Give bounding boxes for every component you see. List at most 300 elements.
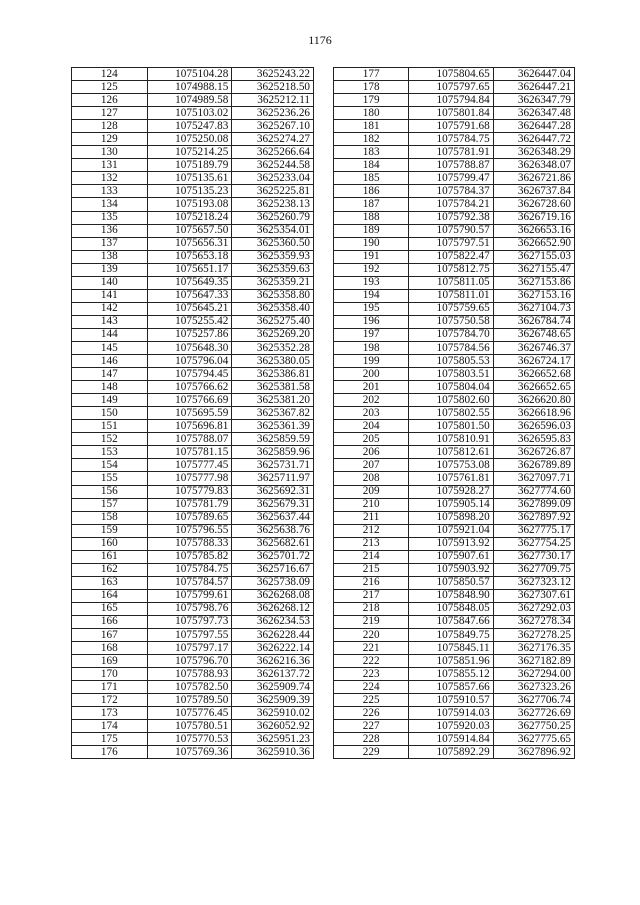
x-coordinate-cell: 1075651.17 [147, 263, 232, 276]
y-coordinate-cell: 3626726.87 [493, 446, 574, 459]
x-coordinate-cell: 1075696.81 [147, 420, 232, 433]
x-coordinate-cell: 1075790.57 [409, 224, 493, 237]
y-coordinate-cell: 3627097.71 [493, 472, 574, 485]
point-index-cell: 171 [72, 681, 148, 694]
x-coordinate-cell: 1075797.65 [409, 81, 493, 94]
point-index-cell: 212 [334, 524, 409, 537]
table-row [334, 394, 575, 407]
table-row [334, 381, 575, 394]
y-coordinate-cell: 3626447.72 [493, 133, 574, 146]
point-index-cell: 221 [334, 642, 409, 655]
table-row [72, 720, 314, 733]
y-coordinate-cell: 3626447.21 [493, 81, 574, 94]
point-index-cell: 175 [72, 733, 148, 746]
table-row [334, 459, 575, 472]
point-index-cell: 126 [72, 94, 148, 107]
table-row [334, 550, 575, 563]
x-coordinate-cell: 1075804.65 [409, 68, 493, 81]
x-coordinate-cell: 1075796.55 [147, 524, 232, 537]
y-coordinate-cell: 3625275.40 [232, 315, 314, 328]
y-coordinate-cell: 3627323.26 [493, 681, 574, 694]
point-index-cell: 185 [334, 172, 409, 185]
x-coordinate-cell: 1075218.24 [147, 211, 232, 224]
x-coordinate-cell: 1075645.21 [147, 302, 232, 315]
x-coordinate-cell: 1075810.91 [409, 433, 493, 446]
table-row [72, 668, 314, 681]
point-index-cell: 209 [334, 485, 409, 498]
point-index-cell: 150 [72, 407, 148, 420]
point-index-cell: 179 [334, 94, 409, 107]
x-coordinate-cell: 1075805.53 [409, 355, 493, 368]
table-row [334, 315, 575, 328]
x-coordinate-cell: 1075769.36 [147, 746, 232, 759]
table-row [72, 81, 314, 94]
x-coordinate-cell: 1075802.60 [409, 394, 493, 407]
table-row [334, 81, 575, 94]
x-coordinate-cell: 1075784.21 [409, 198, 493, 211]
x-coordinate-cell: 1075799.47 [409, 172, 493, 185]
point-index-cell: 163 [72, 576, 148, 589]
table-row [72, 655, 314, 668]
y-coordinate-cell: 3625233.04 [232, 172, 314, 185]
table-row [334, 341, 575, 354]
table-row [72, 198, 314, 211]
point-index-cell: 215 [334, 563, 409, 576]
x-coordinate-cell: 1075653.18 [147, 250, 232, 263]
y-coordinate-cell: 3625358.40 [232, 302, 314, 315]
x-coordinate-cell: 1075797.51 [409, 237, 493, 250]
y-coordinate-cell: 3627307.61 [493, 589, 574, 602]
y-coordinate-cell: 3625638.76 [232, 524, 314, 537]
y-coordinate-cell: 3626737.84 [493, 185, 574, 198]
y-coordinate-cell: 3625380.05 [232, 355, 314, 368]
table-row [72, 550, 314, 563]
point-index-cell: 190 [334, 237, 409, 250]
y-coordinate-cell: 3626748.65 [493, 328, 574, 341]
y-coordinate-cell: 3625367.82 [232, 407, 314, 420]
x-coordinate-cell: 1075811.05 [409, 276, 493, 289]
table-row [72, 537, 314, 550]
x-coordinate-cell: 1075801.50 [409, 420, 493, 433]
y-coordinate-cell: 3625637.44 [232, 511, 314, 524]
y-coordinate-cell: 3627750.25 [493, 720, 574, 733]
y-coordinate-cell: 3627775.17 [493, 524, 574, 537]
point-index-cell: 207 [334, 459, 409, 472]
table-row [334, 472, 575, 485]
table-row [334, 668, 575, 681]
x-coordinate-cell: 1075250.08 [147, 133, 232, 146]
table-row [334, 563, 575, 576]
table-row [334, 68, 575, 81]
x-coordinate-cell: 1075921.04 [409, 524, 493, 537]
point-index-cell: 201 [334, 381, 409, 394]
y-coordinate-cell: 3626595.83 [493, 433, 574, 446]
point-index-cell: 134 [72, 198, 148, 211]
point-index-cell: 228 [334, 733, 409, 746]
point-index-cell: 164 [72, 589, 148, 602]
y-coordinate-cell: 3626347.79 [493, 94, 574, 107]
x-coordinate-cell: 1075189.79 [147, 159, 232, 172]
point-index-cell: 210 [334, 498, 409, 511]
table-row [334, 198, 575, 211]
y-coordinate-cell: 3625909.74 [232, 681, 314, 694]
y-coordinate-cell: 3626746.37 [493, 341, 574, 354]
table-row [72, 563, 314, 576]
table-row [72, 250, 314, 263]
y-coordinate-cell: 3625692.31 [232, 485, 314, 498]
point-index-cell: 198 [334, 341, 409, 354]
table-row [334, 433, 575, 446]
y-coordinate-cell: 3625361.39 [232, 420, 314, 433]
x-coordinate-cell: 1075802.55 [409, 407, 493, 420]
y-coordinate-cell: 3625386.81 [232, 368, 314, 381]
point-index-cell: 162 [72, 563, 148, 576]
table-row [334, 576, 575, 589]
y-coordinate-cell: 3626652.90 [493, 237, 574, 250]
point-index-cell: 218 [334, 602, 409, 615]
table-row [72, 511, 314, 524]
x-coordinate-cell: 1075766.62 [147, 381, 232, 394]
x-coordinate-cell: 1075903.92 [409, 563, 493, 576]
table-row [72, 707, 314, 720]
table-row [334, 629, 575, 642]
y-coordinate-cell: 3625381.20 [232, 394, 314, 407]
x-coordinate-cell: 1075799.61 [147, 589, 232, 602]
point-index-cell: 145 [72, 341, 148, 354]
y-coordinate-cell: 3626447.28 [493, 120, 574, 133]
table-row [334, 146, 575, 159]
table-row [334, 707, 575, 720]
table-row [334, 485, 575, 498]
x-coordinate-cell: 1075850.57 [409, 576, 493, 589]
table-row [72, 446, 314, 459]
point-index-cell: 200 [334, 368, 409, 381]
point-index-cell: 182 [334, 133, 409, 146]
y-coordinate-cell: 3626653.16 [493, 224, 574, 237]
table-row [72, 629, 314, 642]
table-row [72, 498, 314, 511]
point-index-cell: 199 [334, 355, 409, 368]
y-coordinate-cell: 3626719.16 [493, 211, 574, 224]
point-index-cell: 223 [334, 668, 409, 681]
table-row [72, 524, 314, 537]
x-coordinate-cell: 1075910.57 [409, 694, 493, 707]
y-coordinate-cell: 3625358.80 [232, 289, 314, 302]
table-row [334, 211, 575, 224]
x-coordinate-cell: 1075848.05 [409, 602, 493, 615]
x-coordinate-cell: 1075784.75 [147, 563, 232, 576]
y-coordinate-cell: 3627278.25 [493, 629, 574, 642]
point-index-cell: 173 [72, 707, 148, 720]
y-coordinate-cell: 3625738.09 [232, 576, 314, 589]
x-coordinate-cell: 1075784.37 [409, 185, 493, 198]
table-row [72, 341, 314, 354]
x-coordinate-cell: 1075792.38 [409, 211, 493, 224]
table-row [72, 159, 314, 172]
x-coordinate-cell: 1075797.17 [147, 642, 232, 655]
point-index-cell: 166 [72, 615, 148, 628]
x-coordinate-cell: 1075777.45 [147, 459, 232, 472]
x-coordinate-cell: 1075788.87 [409, 159, 493, 172]
point-index-cell: 165 [72, 602, 148, 615]
x-coordinate-cell: 1075766.69 [147, 394, 232, 407]
point-index-cell: 178 [334, 81, 409, 94]
y-coordinate-cell: 3626789.89 [493, 459, 574, 472]
y-coordinate-cell: 3627706.74 [493, 694, 574, 707]
x-coordinate-cell: 1075847.66 [409, 615, 493, 628]
point-index-cell: 213 [334, 537, 409, 550]
table-row [334, 289, 575, 302]
y-coordinate-cell: 3625354.01 [232, 224, 314, 237]
y-coordinate-cell: 3627104.73 [493, 302, 574, 315]
x-coordinate-cell: 1075776.45 [147, 707, 232, 720]
y-coordinate-cell: 3626652.65 [493, 381, 574, 394]
y-coordinate-cell: 3625236.26 [232, 107, 314, 120]
x-coordinate-cell: 1075214.25 [147, 146, 232, 159]
y-coordinate-cell: 3626137.72 [232, 668, 314, 681]
y-coordinate-cell: 3626216.36 [232, 655, 314, 668]
table-row [72, 224, 314, 237]
point-index-cell: 205 [334, 433, 409, 446]
point-index-cell: 167 [72, 629, 148, 642]
point-index-cell: 204 [334, 420, 409, 433]
point-index-cell: 144 [72, 328, 148, 341]
y-coordinate-cell: 3625218.50 [232, 81, 314, 94]
point-index-cell: 225 [334, 694, 409, 707]
y-coordinate-cell: 3627176.35 [493, 642, 574, 655]
point-index-cell: 191 [334, 250, 409, 263]
x-coordinate-cell: 1075781.15 [147, 446, 232, 459]
table-row [334, 746, 575, 759]
point-index-cell: 214 [334, 550, 409, 563]
point-index-cell: 194 [334, 289, 409, 302]
point-index-cell: 177 [334, 68, 409, 81]
y-coordinate-cell: 3625244.58 [232, 159, 314, 172]
table-row [334, 133, 575, 146]
table-row [72, 237, 314, 250]
table-row [334, 602, 575, 615]
point-index-cell: 186 [334, 185, 409, 198]
x-coordinate-cell: 1075812.61 [409, 446, 493, 459]
table-row [334, 120, 575, 133]
x-coordinate-cell: 1075798.76 [147, 602, 232, 615]
point-index-cell: 183 [334, 146, 409, 159]
table-row [334, 511, 575, 524]
table-row [72, 394, 314, 407]
table-row [72, 485, 314, 498]
x-coordinate-cell: 1075914.84 [409, 733, 493, 746]
y-coordinate-cell: 3625910.36 [232, 746, 314, 759]
table-row [334, 224, 575, 237]
point-index-cell: 130 [72, 146, 148, 159]
point-index-cell: 158 [72, 511, 148, 524]
y-coordinate-cell: 3625243.22 [232, 68, 314, 81]
point-index-cell: 229 [334, 746, 409, 759]
table-row [334, 733, 575, 746]
y-coordinate-cell: 3625716.67 [232, 563, 314, 576]
table-row [72, 615, 314, 628]
table-row [334, 355, 575, 368]
table-row [334, 172, 575, 185]
y-coordinate-cell: 3625859.96 [232, 446, 314, 459]
table-row [334, 420, 575, 433]
x-coordinate-cell: 1075104.28 [147, 68, 232, 81]
y-coordinate-cell: 3626652.68 [493, 368, 574, 381]
table-row [72, 472, 314, 485]
y-coordinate-cell: 3626596.03 [493, 420, 574, 433]
y-coordinate-cell: 3626447.04 [493, 68, 574, 81]
y-coordinate-cell: 3625381.58 [232, 381, 314, 394]
table-row [72, 302, 314, 315]
y-coordinate-cell: 3625267.10 [232, 120, 314, 133]
point-index-cell: 176 [72, 746, 148, 759]
point-index-cell: 227 [334, 720, 409, 733]
point-index-cell: 157 [72, 498, 148, 511]
table-row [72, 133, 314, 146]
table-row [72, 694, 314, 707]
y-coordinate-cell: 3626348.07 [493, 159, 574, 172]
point-index-cell: 172 [72, 694, 148, 707]
table-row [334, 263, 575, 276]
x-coordinate-cell: 1075892.29 [409, 746, 493, 759]
x-coordinate-cell: 1075777.98 [147, 472, 232, 485]
table-row [334, 694, 575, 707]
point-index-cell: 151 [72, 420, 148, 433]
point-index-cell: 155 [72, 472, 148, 485]
point-index-cell: 146 [72, 355, 148, 368]
point-index-cell: 226 [334, 707, 409, 720]
y-coordinate-cell: 3627153.16 [493, 289, 574, 302]
table-row [334, 185, 575, 198]
x-coordinate-cell: 1075784.56 [409, 341, 493, 354]
table-row [334, 681, 575, 694]
y-coordinate-cell: 3627709.75 [493, 563, 574, 576]
table-row [334, 446, 575, 459]
y-coordinate-cell: 3627292.03 [493, 602, 574, 615]
table-row [72, 107, 314, 120]
y-coordinate-cell: 3625274.27 [232, 133, 314, 146]
y-coordinate-cell: 3627155.47 [493, 263, 574, 276]
y-coordinate-cell: 3625212.11 [232, 94, 314, 107]
y-coordinate-cell: 3625260.79 [232, 211, 314, 224]
table-row [72, 642, 314, 655]
point-index-cell: 152 [72, 433, 148, 446]
y-coordinate-cell: 3627896.92 [493, 746, 574, 759]
table-row [334, 720, 575, 733]
x-coordinate-cell: 1075255.42 [147, 315, 232, 328]
x-coordinate-cell: 1075928.27 [409, 485, 493, 498]
x-coordinate-cell: 1075103.02 [147, 107, 232, 120]
x-coordinate-cell: 1075905.14 [409, 498, 493, 511]
x-coordinate-cell: 1075759.65 [409, 302, 493, 315]
y-coordinate-cell: 3627153.86 [493, 276, 574, 289]
y-coordinate-cell: 3625679.31 [232, 498, 314, 511]
point-index-cell: 138 [72, 250, 148, 263]
x-coordinate-cell: 1075770.53 [147, 733, 232, 746]
point-index-cell: 140 [72, 276, 148, 289]
table-row [72, 146, 314, 159]
x-coordinate-cell: 1075657.50 [147, 224, 232, 237]
point-index-cell: 133 [72, 185, 148, 198]
x-coordinate-cell: 1075656.31 [147, 237, 232, 250]
point-index-cell: 168 [72, 642, 148, 655]
x-coordinate-cell: 1075794.84 [409, 94, 493, 107]
table-row [334, 537, 575, 550]
table-row [72, 459, 314, 472]
y-coordinate-cell: 3625225.81 [232, 185, 314, 198]
table-row [72, 172, 314, 185]
x-coordinate-cell: 1075788.33 [147, 537, 232, 550]
y-coordinate-cell: 3627754.25 [493, 537, 574, 550]
table-row [72, 211, 314, 224]
y-coordinate-cell: 3626348.29 [493, 146, 574, 159]
y-coordinate-cell: 3627730.17 [493, 550, 574, 563]
point-index-cell: 222 [334, 655, 409, 668]
y-coordinate-cell: 3626620.80 [493, 394, 574, 407]
y-coordinate-cell: 3627774.60 [493, 485, 574, 498]
x-coordinate-cell: 1075788.07 [147, 433, 232, 446]
x-coordinate-cell: 1075851.96 [409, 655, 493, 668]
point-index-cell: 202 [334, 394, 409, 407]
point-index-cell: 211 [334, 511, 409, 524]
point-index-cell: 208 [334, 472, 409, 485]
point-index-cell: 161 [72, 550, 148, 563]
x-coordinate-cell: 1075849.75 [409, 629, 493, 642]
x-coordinate-cell: 1075784.70 [409, 328, 493, 341]
y-coordinate-cell: 3626728.60 [493, 198, 574, 211]
y-coordinate-cell: 3626268.08 [232, 589, 314, 602]
point-index-cell: 124 [72, 68, 148, 81]
y-coordinate-cell: 3625359.93 [232, 250, 314, 263]
point-index-cell: 192 [334, 263, 409, 276]
point-index-cell: 196 [334, 315, 409, 328]
x-coordinate-cell: 1075794.45 [147, 368, 232, 381]
table-row [72, 289, 314, 302]
table-row [334, 407, 575, 420]
x-coordinate-cell: 1075914.03 [409, 707, 493, 720]
table-row [334, 589, 575, 602]
y-coordinate-cell: 3626721.86 [493, 172, 574, 185]
y-coordinate-cell: 3626347.48 [493, 107, 574, 120]
table-row [72, 420, 314, 433]
page-number: 1176 [308, 33, 332, 47]
table-row [334, 107, 575, 120]
point-index-cell: 128 [72, 120, 148, 133]
table-row [72, 263, 314, 276]
table-row [72, 746, 314, 759]
y-coordinate-cell: 3626052.92 [232, 720, 314, 733]
x-coordinate-cell: 1075804.04 [409, 381, 493, 394]
point-index-cell: 220 [334, 629, 409, 642]
point-index-cell: 216 [334, 576, 409, 589]
table-row [334, 237, 575, 250]
x-coordinate-cell: 1075135.23 [147, 185, 232, 198]
x-coordinate-cell: 1075695.59 [147, 407, 232, 420]
point-index-cell: 169 [72, 655, 148, 668]
point-index-cell: 181 [334, 120, 409, 133]
x-coordinate-cell: 1075648.30 [147, 341, 232, 354]
x-coordinate-cell: 1075812.75 [409, 263, 493, 276]
x-coordinate-cell: 1075782.50 [147, 681, 232, 694]
point-index-cell: 180 [334, 107, 409, 120]
x-coordinate-cell: 1075789.50 [147, 694, 232, 707]
table-row [334, 276, 575, 289]
x-coordinate-cell: 1075920.03 [409, 720, 493, 733]
table-row [334, 368, 575, 381]
x-coordinate-cell: 1075855.12 [409, 668, 493, 681]
table-row [334, 524, 575, 537]
x-coordinate-cell: 1075750.58 [409, 315, 493, 328]
